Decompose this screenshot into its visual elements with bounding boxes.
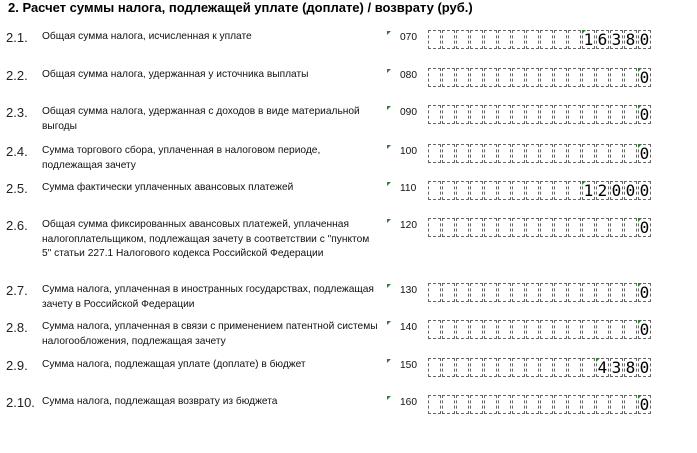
digit-cell[interactable] (526, 105, 539, 124)
digit-cell[interactable] (540, 395, 553, 414)
digit-cell[interactable] (582, 283, 595, 302)
row-number: 2.5. (6, 181, 28, 196)
value-marker-icon (582, 30, 586, 34)
field-marker-icon (387, 182, 391, 186)
digit-cell[interactable] (624, 320, 637, 339)
digit-cell[interactable] (512, 320, 525, 339)
digit-cell[interactable] (442, 320, 455, 339)
digit-cell[interactable] (470, 30, 483, 49)
digit-cell[interactable] (568, 320, 581, 339)
field-marker-icon (387, 219, 391, 223)
digit-cell[interactable] (624, 218, 637, 237)
digit-cell[interactable] (456, 283, 469, 302)
digit-cell[interactable] (456, 68, 469, 87)
row-label: Общая сумма налога, удержанная у источника выплаты (42, 69, 309, 80)
digit-cell[interactable]: 0 (639, 218, 650, 237)
digit-cell[interactable]: 1 (583, 30, 594, 49)
digit-cell[interactable] (470, 218, 483, 237)
digit-cell[interactable] (512, 395, 525, 414)
value-marker-icon (582, 181, 586, 185)
value-marker-icon (638, 105, 642, 109)
digit-cell[interactable] (526, 30, 539, 49)
digit-cell[interactable] (498, 320, 511, 339)
digit-cell[interactable]: 2 (597, 181, 608, 200)
row-label: Общая сумма налога, удержанная с доходов в виде материальной выгоды (42, 106, 360, 132)
digit-cell[interactable] (484, 218, 497, 237)
row-label: Сумма налога, подлежащая уплате (доплате) в бюджет (42, 359, 306, 370)
field-marker-icon (387, 31, 391, 35)
row-label: Общая сумма фиксированных авансовых платежей, уплаченная налогоплательщиком, подлежащая зачету в соответствии с "пунктом 5" статьи 227.1 Налогового кодекса Российской Федерации (42, 219, 370, 259)
digit-cell[interactable] (596, 283, 609, 302)
digit-cell[interactable] (554, 30, 567, 49)
field-marker-icon (387, 145, 391, 149)
digit-cell[interactable] (498, 105, 511, 124)
digit-cell[interactable] (428, 144, 441, 163)
amount-input-120[interactable] (428, 218, 652, 237)
digit-cell[interactable] (484, 144, 497, 163)
digit-cell[interactable] (624, 68, 637, 87)
digit-cell[interactable] (582, 395, 595, 414)
digit-cell[interactable] (428, 181, 441, 200)
digit-cell[interactable] (526, 283, 539, 302)
line-code: 120 (400, 220, 417, 231)
digit-cell[interactable] (428, 105, 441, 124)
row-label: Общая сумма налога, исчисленная к уплате (42, 31, 252, 42)
digit-cell[interactable]: 0 (639, 144, 650, 163)
digit-cell[interactable] (470, 181, 483, 200)
digit-cell[interactable] (554, 283, 567, 302)
digit-cell[interactable] (498, 181, 511, 200)
digit-cell[interactable] (526, 218, 539, 237)
value-marker-icon (638, 283, 642, 287)
row-number: 2.7. (6, 283, 28, 298)
digit-cell[interactable] (512, 218, 525, 237)
row-label: Сумма налога, подлежащая возврату из бюджета (42, 396, 278, 407)
digit-cell[interactable] (428, 395, 441, 414)
digit-cell[interactable] (554, 358, 567, 377)
digit-cell[interactable] (428, 283, 441, 302)
digit-cell[interactable] (498, 283, 511, 302)
digit-cell[interactable]: 0 (639, 283, 650, 302)
digit-cell[interactable] (456, 218, 469, 237)
digit-cell[interactable] (568, 68, 581, 87)
amount-input-160[interactable] (428, 395, 652, 414)
amount-input-130[interactable] (428, 283, 652, 302)
line-code: 110 (400, 183, 417, 194)
digit-cell[interactable] (568, 218, 581, 237)
digit-cell[interactable] (554, 105, 567, 124)
digit-cell[interactable] (624, 144, 637, 163)
row-label: Сумма налога, уплаченная в иностранных государствах, подлежащая зачету в Российской Федерации (42, 284, 374, 310)
row-number: 2.10. (6, 395, 35, 410)
field-marker-icon (387, 396, 391, 400)
line-code: 070 (400, 32, 417, 43)
digit-cell[interactable] (526, 395, 539, 414)
digit-cell[interactable] (442, 358, 455, 377)
digit-cell[interactable] (498, 218, 511, 237)
field-marker-icon (387, 106, 391, 110)
digit-cell[interactable] (610, 283, 623, 302)
digit-cell[interactable] (610, 218, 623, 237)
digit-cell[interactable] (526, 68, 539, 87)
digit-cell[interactable] (596, 144, 609, 163)
digit-cell[interactable]: 0 (625, 181, 636, 200)
digit-cell[interactable] (596, 395, 609, 414)
digit-cell[interactable] (442, 144, 455, 163)
value-marker-icon (638, 218, 642, 222)
digit-cell[interactable] (512, 283, 525, 302)
digit-cell[interactable] (456, 358, 469, 377)
digit-cell[interactable]: 3 (611, 30, 622, 49)
digit-cell[interactable] (526, 358, 539, 377)
digit-cell[interactable] (442, 181, 455, 200)
digit-cell[interactable]: 1 (583, 181, 594, 200)
digit-cell[interactable] (484, 105, 497, 124)
line-code: 150 (400, 360, 417, 371)
digit-cell[interactable]: 0 (639, 181, 650, 200)
digit-cell[interactable] (512, 144, 525, 163)
digit-cell[interactable] (610, 105, 623, 124)
digit-cell[interactable] (610, 395, 623, 414)
row-label: Сумма фактически уплаченных авансовых платежей (42, 182, 294, 193)
digit-cell[interactable]: 0 (639, 358, 650, 377)
digit-cell[interactable] (512, 68, 525, 87)
value-marker-icon (638, 320, 642, 324)
digit-cell[interactable] (624, 395, 637, 414)
digit-cell[interactable] (596, 218, 609, 237)
digit-cell[interactable] (456, 320, 469, 339)
field-marker-icon (387, 359, 391, 363)
digit-cell[interactable]: 0 (611, 181, 622, 200)
digit-cell[interactable] (470, 358, 483, 377)
field-marker-icon (387, 284, 391, 288)
digit-cell[interactable] (456, 144, 469, 163)
digit-cell[interactable]: 8 (625, 30, 636, 49)
amount-input-150[interactable] (428, 358, 652, 377)
digit-cell[interactable] (540, 68, 553, 87)
value-marker-icon (638, 395, 642, 399)
value-marker-icon (596, 358, 600, 362)
value-marker-icon (638, 144, 642, 148)
digit-cell[interactable] (582, 144, 595, 163)
digit-cell[interactable] (442, 68, 455, 87)
digit-cell[interactable] (470, 395, 483, 414)
digit-cell[interactable] (554, 144, 567, 163)
digit-cell[interactable] (442, 218, 455, 237)
digit-cell[interactable] (540, 358, 553, 377)
digit-cell[interactable] (456, 105, 469, 124)
digit-cell[interactable] (554, 320, 567, 339)
digit-cell[interactable] (470, 144, 483, 163)
digit-cell[interactable] (498, 395, 511, 414)
row-number: 2.4. (6, 144, 28, 159)
digit-cell[interactable]: 0 (639, 320, 650, 339)
digit-cell[interactable]: 3 (611, 358, 622, 377)
digit-cell[interactable] (484, 68, 497, 87)
digit-cell[interactable] (512, 30, 525, 49)
section-title: 2. Расчет суммы налога, подлежащей уплате (доплате) / возврату (руб.) (8, 0, 473, 15)
digit-cell[interactable] (512, 358, 525, 377)
digit-cell[interactable] (540, 30, 553, 49)
digit-cell[interactable] (582, 358, 595, 377)
line-code: 100 (400, 146, 417, 157)
digit-cell[interactable] (568, 144, 581, 163)
digit-cell[interactable]: 4 (597, 358, 608, 377)
row-number: 2.2. (6, 68, 28, 83)
digit-cell[interactable] (456, 181, 469, 200)
digit-cell[interactable] (624, 105, 637, 124)
digit-cell[interactable] (610, 144, 623, 163)
digit-cell[interactable] (610, 320, 623, 339)
amount-input-140[interactable] (428, 320, 652, 339)
row-number: 2.1. (6, 30, 28, 45)
amount-input-100[interactable] (428, 144, 652, 163)
digit-cell[interactable]: 8 (625, 358, 636, 377)
digit-cell[interactable]: 6 (597, 30, 608, 49)
digit-cell[interactable] (568, 105, 581, 124)
digit-cell[interactable] (456, 395, 469, 414)
digit-cell[interactable] (540, 144, 553, 163)
digit-cell[interactable] (554, 218, 567, 237)
digit-cell[interactable] (582, 105, 595, 124)
line-code: 080 (400, 70, 417, 81)
row-number: 2.9. (6, 358, 28, 373)
digit-cell[interactable] (582, 68, 595, 87)
digit-cell[interactable] (540, 105, 553, 124)
digit-cell[interactable] (540, 283, 553, 302)
digit-cell[interactable] (442, 395, 455, 414)
amount-input-070[interactable] (428, 30, 652, 49)
digit-cell[interactable] (428, 68, 441, 87)
digit-cell[interactable] (456, 30, 469, 49)
digit-cell[interactable] (596, 68, 609, 87)
digit-cell[interactable] (526, 181, 539, 200)
digit-cell[interactable] (540, 320, 553, 339)
digit-cell[interactable] (484, 181, 497, 200)
digit-cell[interactable] (470, 68, 483, 87)
row-number: 2.3. (6, 105, 28, 120)
line-code: 130 (400, 285, 417, 296)
digit-cell[interactable]: 0 (639, 105, 650, 124)
amount-input-110[interactable] (428, 181, 652, 200)
digit-cell[interactable] (470, 105, 483, 124)
digit-cell[interactable] (512, 105, 525, 124)
digit-cell[interactable] (428, 358, 441, 377)
field-marker-icon (387, 321, 391, 325)
digit-cell[interactable] (554, 181, 567, 200)
digit-cell[interactable] (498, 144, 511, 163)
digit-cell[interactable] (442, 283, 455, 302)
digit-cell[interactable]: 0 (639, 395, 650, 414)
row-label: Сумма торгового сбора, уплаченная в налоговом периоде, подлежащая зачету (42, 145, 321, 171)
line-code: 160 (400, 397, 417, 408)
amount-input-090[interactable] (428, 105, 652, 124)
digit-cell[interactable]: 0 (639, 68, 650, 87)
digit-cell[interactable] (540, 181, 553, 200)
digit-cell[interactable] (568, 358, 581, 377)
digit-cell[interactable] (526, 144, 539, 163)
digit-cell[interactable]: 0 (639, 30, 650, 49)
digit-cell[interactable] (484, 30, 497, 49)
digit-cell[interactable] (428, 320, 441, 339)
digit-cell[interactable] (568, 30, 581, 49)
digit-cell[interactable] (498, 30, 511, 49)
digit-cell[interactable] (484, 283, 497, 302)
value-marker-icon (638, 68, 642, 72)
digit-cell[interactable] (498, 358, 511, 377)
digit-cell[interactable] (498, 68, 511, 87)
digit-cell[interactable] (610, 68, 623, 87)
line-code: 090 (400, 107, 417, 118)
digit-cell[interactable] (568, 181, 581, 200)
digit-cell[interactable] (470, 283, 483, 302)
digit-cell[interactable] (554, 68, 567, 87)
digit-cell[interactable] (540, 218, 553, 237)
digit-cell[interactable] (442, 30, 455, 49)
digit-cell[interactable] (470, 320, 483, 339)
digit-cell[interactable] (428, 218, 441, 237)
digit-cell[interactable] (554, 395, 567, 414)
digit-cell[interactable] (568, 283, 581, 302)
digit-cell[interactable] (484, 395, 497, 414)
row-number: 2.6. (6, 218, 28, 233)
digit-cell[interactable] (442, 105, 455, 124)
field-marker-icon (387, 69, 391, 73)
row-number: 2.8. (6, 320, 28, 335)
digit-cell[interactable] (428, 30, 441, 49)
digit-cell[interactable] (484, 358, 497, 377)
digit-cell[interactable] (582, 320, 595, 339)
digit-cell[interactable] (512, 181, 525, 200)
digit-cell[interactable] (624, 283, 637, 302)
digit-cell[interactable] (596, 105, 609, 124)
row-label: Сумма налога, уплаченная в связи с применением патентной системы налогообложения, подлежащая зачету (42, 321, 378, 347)
amount-input-080[interactable] (428, 68, 652, 87)
digit-cell[interactable] (582, 218, 595, 237)
digit-cell[interactable] (484, 320, 497, 339)
digit-cell[interactable] (526, 320, 539, 339)
line-code: 140 (400, 322, 417, 333)
digit-cell[interactable] (568, 395, 581, 414)
digit-cell[interactable] (596, 320, 609, 339)
